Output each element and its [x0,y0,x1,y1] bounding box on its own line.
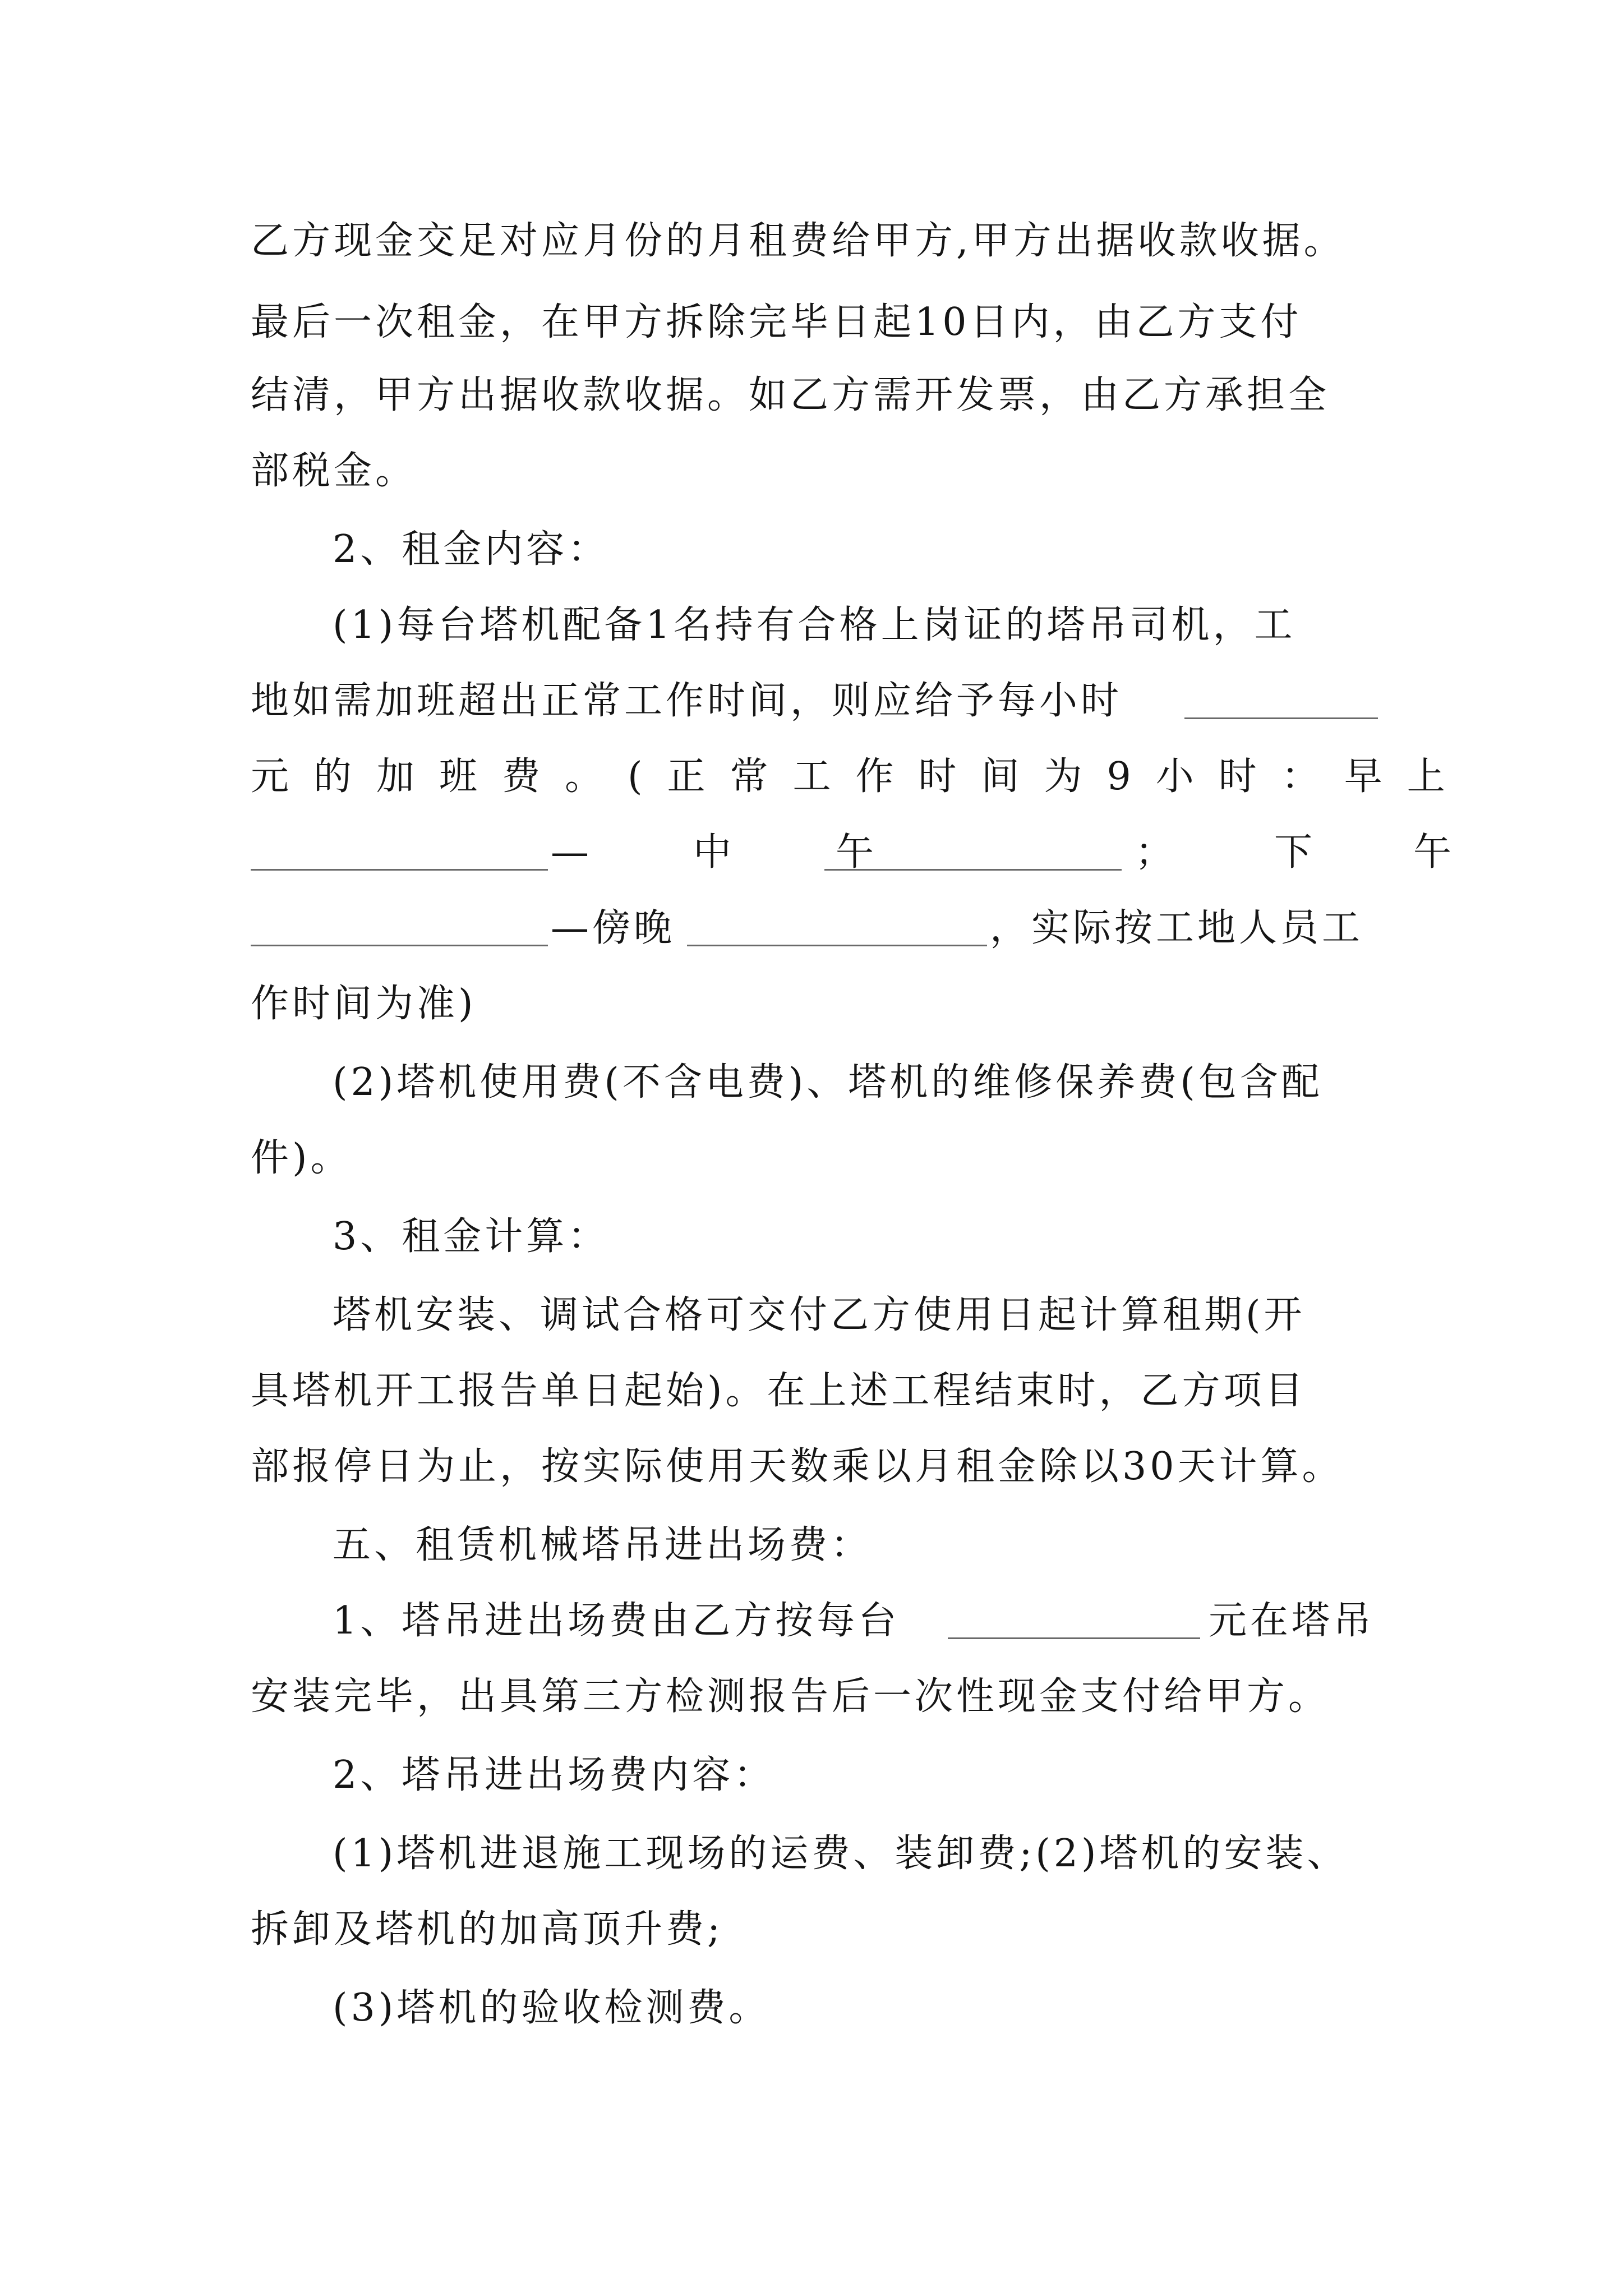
line-text: (1)每台塔机配备1名持有合格上岗证的塔吊司机，工 [333,603,1296,647]
line-text: 安装完毕，出具第三方检测报告后一次性现金支付给甲方。 [251,1674,1330,1719]
line-text: 最后一次租金，在甲方拆除完毕日起10日内，由乙方支付 [251,300,1302,344]
paragraph-line [0,205,1623,278]
paragraph-line [0,816,1623,889]
line-text: (3)塔机的验收检测费。 [333,1986,771,2030]
clause-heading [0,1200,1623,1273]
line-text: 部税金。 [251,449,417,493]
line-text: ，实际按工地人员工 [990,906,1364,950]
paragraph-line [0,359,1623,432]
line-text: 件)。 [251,1136,352,1180]
paragraph-line [0,1430,1623,1503]
line-text: 乙方现金交足对应月份的月租费给甲方,甲方出据收款收据。 [251,219,1345,263]
line-text: 2、塔吊进出场费内容： [333,1753,776,1797]
paragraph-line [0,1046,1623,1119]
line-text: (2)塔机使用费(不含电费)、塔机的维修保养费(包含配 [333,1060,1323,1105]
line-text: 元在塔吊 [1209,1599,1375,1643]
line-text: (1)塔机进退施工现场的运费、装卸费;(2)塔机的安装、 [333,1832,1349,1876]
line-text: ；下午 [1135,830,1553,875]
paragraph-line [0,892,1623,965]
paragraph-line [0,740,1623,813]
fill-in-blank [251,869,548,871]
line-text: 地如需加班超出正常工作时间，则应给予每小时 [251,679,1123,723]
fill-in-blank [1184,717,1378,719]
paragraph-line [0,1660,1623,1733]
fill-in-blank [948,1637,1200,1639]
fill-in-blank [251,945,548,946]
line-text: —傍晚 [551,906,676,950]
line-text: 五、租赁机械塔吊进出场费： [333,1523,873,1567]
paragraph-line [0,589,1623,662]
paragraph-line [0,286,1623,359]
paragraph-line [0,435,1623,508]
clause-heading [0,513,1623,586]
line-text: 3、租金计算： [333,1214,610,1259]
fill-in-blank [687,945,987,946]
line-text: 元的加班费。(正常工作时间为9小时：早上 [251,754,1470,799]
line-text: 1、塔吊进出场费由乙方按每台 [333,1599,900,1643]
paragraph-line [0,1893,1623,1966]
line-text: 部报停日为止，按实际使用天数乘以月租金除以30天计算。 [251,1444,1344,1489]
section-heading [0,1509,1623,1582]
line-text: 作时间为准) [251,982,477,1026]
line-text: 拆卸及塔机的加高顶升费; [251,1907,723,1952]
clause-heading [0,1739,1623,1812]
paragraph-line [0,1972,1623,2045]
paragraph-line [0,1279,1623,1352]
paragraph-line [0,1818,1623,1890]
line-text: 2、租金内容： [333,527,610,572]
fill-in-blank [824,869,1122,871]
line-text: 结清，甲方出据收款收据。如乙方需开发票，由乙方承担全 [251,373,1330,417]
paragraph-line [0,968,1623,1041]
paragraph-line [0,665,1623,738]
paragraph-line [0,1122,1623,1195]
paragraph-line [0,1355,1623,1428]
line-text: 塔机安装、调试合格可交付乙方使用日起计算租期(开 [333,1293,1306,1337]
line-text: —中午 [551,830,979,875]
paragraph-line [0,1585,1623,1658]
line-text: 具塔机开工报告单日起始)。在上述工程结束时，乙方项目 [251,1369,1307,1413]
